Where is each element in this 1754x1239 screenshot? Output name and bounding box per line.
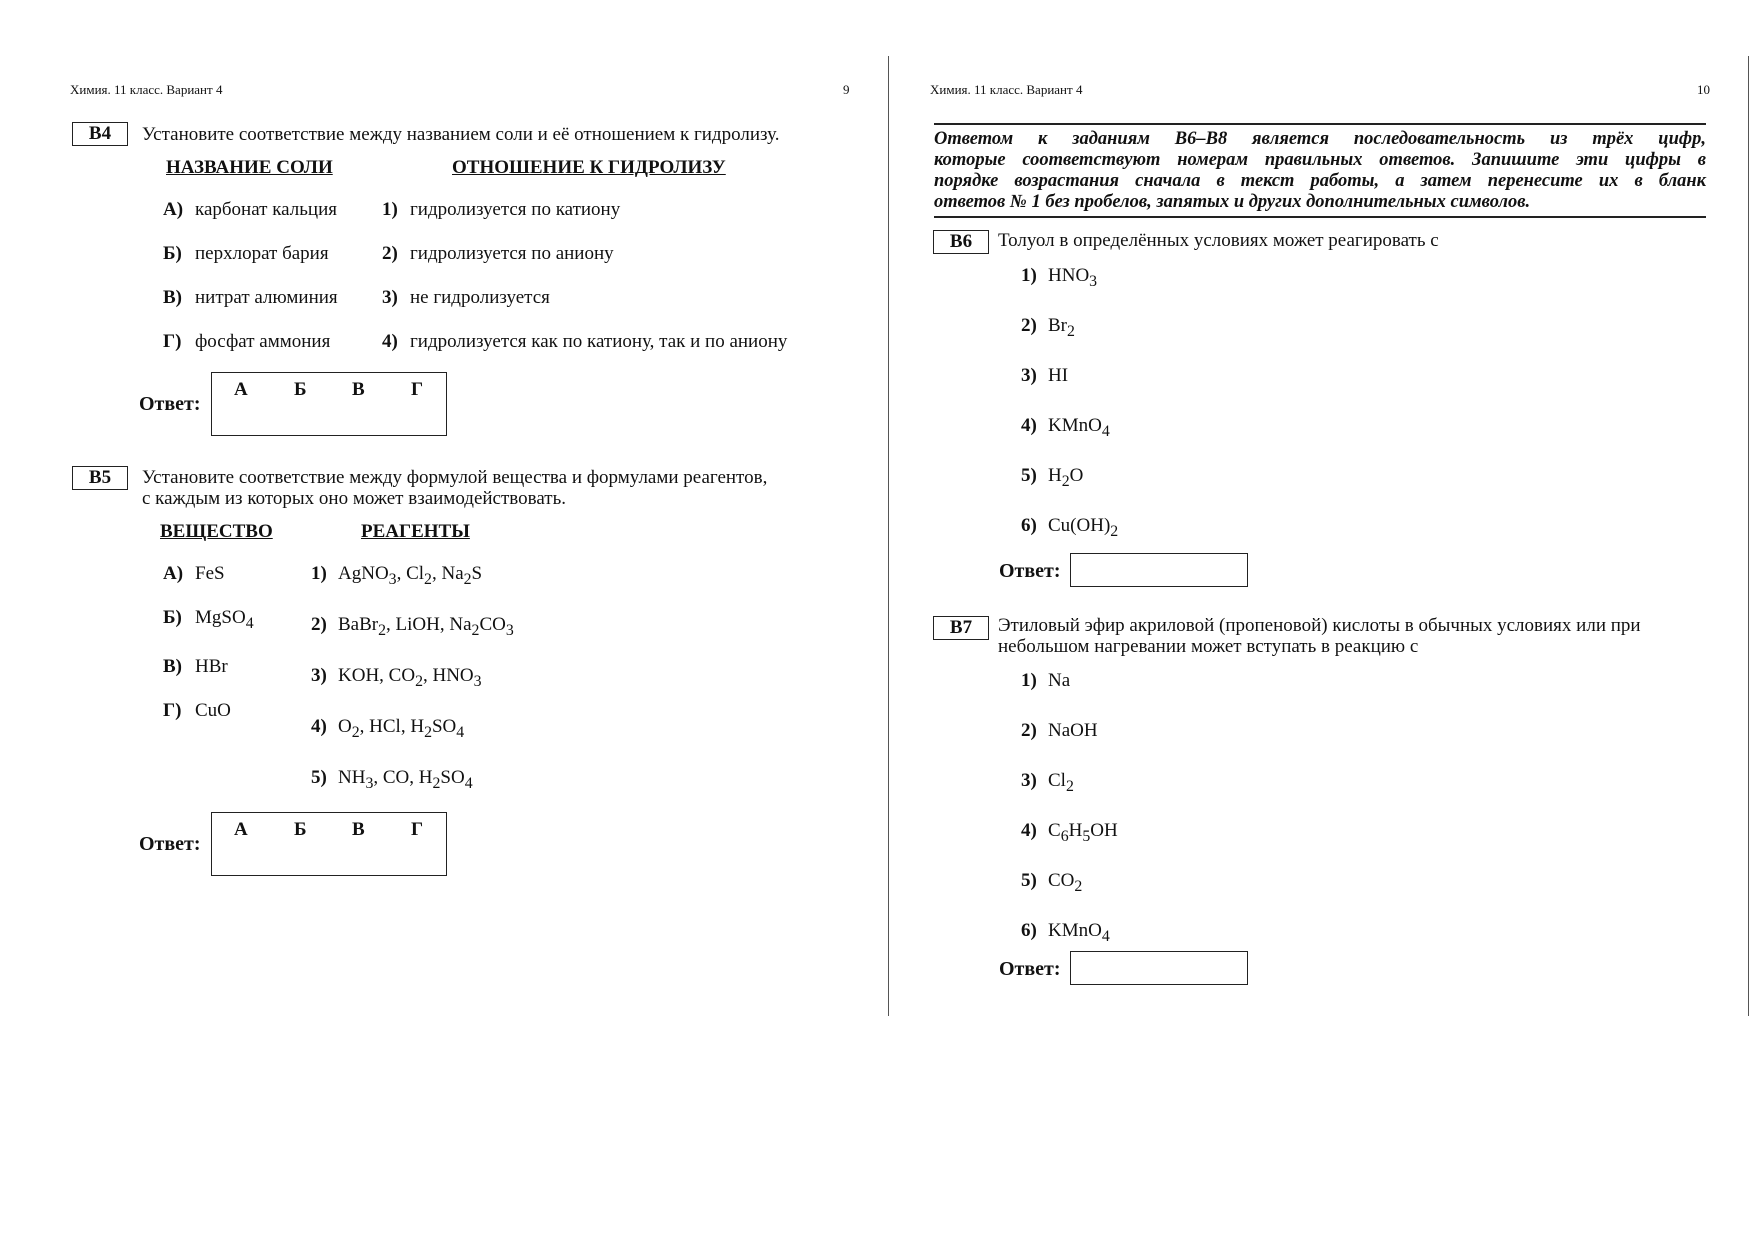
b6-option xyxy=(1021,315,1075,341)
b4-left-item xyxy=(163,243,329,265)
answer-col-v: В xyxy=(352,819,365,840)
subscript: 2 xyxy=(1110,522,1119,540)
option-text: , CO, H xyxy=(373,767,433,788)
answer-col-b: Б xyxy=(294,819,307,840)
answer-col-g: Г xyxy=(411,379,424,400)
b4-right-item xyxy=(382,287,550,309)
b5-answer-label: Ответ: xyxy=(139,833,201,855)
b5-question-line2: с каждым из которых оно может взаимодействовать. xyxy=(142,488,567,509)
b7-option xyxy=(1021,920,1110,946)
option-text: NH xyxy=(338,767,366,788)
subscript: 2 xyxy=(1065,777,1074,795)
option-marker: 4) xyxy=(1021,415,1037,436)
b7-answer-input[interactable] xyxy=(1070,951,1248,985)
option-marker: В) xyxy=(163,656,182,677)
subscript: 3 xyxy=(505,621,514,639)
option-text: Cl xyxy=(1048,770,1066,791)
option-text: S xyxy=(471,563,483,584)
b7-question-line2: небольшом нагревании может вступать в реакцию с xyxy=(998,636,1419,657)
option-marker: Г) xyxy=(163,700,182,721)
subscript: 2 xyxy=(424,570,432,588)
option-text: фосфат аммония xyxy=(195,331,331,352)
subscript: 4 xyxy=(1101,422,1110,440)
b7-question-line1: Этиловый эфир акриловой (пропеновой) кислоты в обычных условиях или при xyxy=(998,615,1641,636)
answer-col-a: А xyxy=(234,819,248,840)
option-text: , Cl xyxy=(396,563,425,584)
subscript: 2 xyxy=(351,723,360,741)
b4-right-item xyxy=(382,243,614,265)
subscript: 2 xyxy=(424,723,432,741)
option-marker: 1) xyxy=(1021,265,1037,286)
b6-answer-input[interactable] xyxy=(1070,553,1248,587)
b7-option xyxy=(1021,720,1098,742)
subscript: 6 xyxy=(1060,827,1069,845)
option-text: Na xyxy=(1048,670,1071,691)
b5-question-line1: Установите соответствие между формулой вещества и формулами реагентов, xyxy=(142,467,768,488)
option-marker: А) xyxy=(163,199,184,220)
subscript: 2 xyxy=(378,621,387,639)
option-text: Cu(OH) xyxy=(1048,515,1111,536)
b6-option xyxy=(1021,265,1097,291)
task-label-b7: B7 xyxy=(933,616,989,640)
option-marker: 5) xyxy=(1021,870,1037,891)
option-text: Br xyxy=(1048,315,1067,336)
page-divider xyxy=(888,56,889,1016)
option-text: , HNO xyxy=(422,665,474,686)
subscript: 4 xyxy=(456,723,465,741)
b5-answer-grid[interactable] xyxy=(211,812,447,876)
page-header: Химия. 11 класс. Вариант 4 xyxy=(930,82,1083,97)
option-text: HNO xyxy=(1048,265,1090,286)
option-text: AgNO xyxy=(338,563,389,584)
right-page xyxy=(890,0,1754,1239)
option-marker: 1) xyxy=(382,199,398,220)
option-marker: 1) xyxy=(1021,670,1037,691)
option-text: O xyxy=(338,716,352,737)
option-text: гидролизуется по катиону xyxy=(410,199,621,220)
b5-left-item xyxy=(163,607,254,633)
subscript: 2 xyxy=(1074,877,1083,895)
option-marker: Б) xyxy=(163,243,182,264)
option-marker: 5) xyxy=(311,767,327,788)
option-marker: 2) xyxy=(1021,720,1037,741)
subscript: 2 xyxy=(415,672,423,690)
option-text: карбонат кальция xyxy=(195,199,337,220)
option-text: MgSO xyxy=(195,607,246,628)
option-text: CO xyxy=(1048,870,1075,891)
answer-col-g: Г xyxy=(411,819,424,840)
option-text: BaBr xyxy=(338,614,379,635)
option-marker: 3) xyxy=(311,665,327,686)
subscript: 2 xyxy=(1067,322,1075,340)
option-text: NaOH xyxy=(1048,720,1098,741)
instruction-line-1: Ответом к заданиям В6–В8 является последовательность из трёх цифр, xyxy=(934,129,1706,149)
option-text: гидролизуется по аниону xyxy=(410,243,614,264)
task-label-b4: B4 xyxy=(72,122,128,146)
answer-col-b: Б xyxy=(294,379,307,400)
page-number: 10 xyxy=(1697,82,1710,97)
option-text: OH xyxy=(1090,820,1118,841)
b4-left-item xyxy=(163,287,338,309)
subscript: 3 xyxy=(388,570,397,588)
subscript: 2 xyxy=(432,774,441,792)
instruction-top-rule xyxy=(934,123,1706,125)
option-text: H xyxy=(1048,465,1062,486)
b6-question: Толуол в определённых условиях может реагировать с xyxy=(998,230,1439,251)
task-label-b6: B6 xyxy=(933,230,989,254)
instruction-line-3: порядке возрастания сначала в текст работы, а затем перенесите их в бланк xyxy=(934,171,1706,191)
b4-left-item xyxy=(163,331,330,353)
subscript: 5 xyxy=(1082,827,1091,845)
option-text: KMnO xyxy=(1048,920,1102,941)
b5-left-item xyxy=(163,563,225,585)
answer-col-a: А xyxy=(234,379,248,400)
instruction-line-4: ответов № 1 без пробелов, запятых и других дополнительных символов. xyxy=(934,192,1531,212)
option-text: SO xyxy=(431,716,457,737)
b5-reagent-option xyxy=(311,665,482,691)
option-text: KMnO xyxy=(1048,415,1102,436)
instruction-block xyxy=(934,129,1706,213)
option-marker: 3) xyxy=(1021,365,1037,386)
instruction-line-2: которые соответствуют номерам правильных ответов. Запишите эти цифры в xyxy=(934,150,1706,170)
instruction-bottom-rule xyxy=(934,216,1706,218)
subscript: 2 xyxy=(463,570,472,588)
b6-option xyxy=(1021,365,1068,387)
b5-left-item xyxy=(163,700,231,722)
option-text: SO xyxy=(440,767,465,788)
option-marker: А) xyxy=(163,563,184,584)
b7-option xyxy=(1021,820,1118,846)
option-text: CO xyxy=(479,614,506,635)
option-text: CuO xyxy=(195,700,231,721)
option-marker: 6) xyxy=(1021,515,1037,536)
b5-col2-header: РЕАГЕНТЫ xyxy=(361,521,470,542)
option-text: C xyxy=(1048,820,1061,841)
b4-answer-grid[interactable] xyxy=(211,372,447,436)
b5-left-item xyxy=(163,656,228,678)
b4-col1-header: НАЗВАНИЕ СОЛИ xyxy=(166,157,333,178)
subscript: 4 xyxy=(245,614,254,632)
b7-option xyxy=(1021,670,1070,692)
b7-option xyxy=(1021,770,1074,796)
option-marker: 4) xyxy=(311,716,327,737)
b5-reagent-option xyxy=(311,563,482,589)
answer-col-v: В xyxy=(352,379,365,400)
option-text: FeS xyxy=(195,563,225,584)
b4-right-item xyxy=(382,331,787,353)
option-marker: 2) xyxy=(1021,315,1037,336)
b7-answer-label: Ответ: xyxy=(999,958,1061,980)
option-marker: 2) xyxy=(311,614,327,635)
option-text: , Na xyxy=(431,563,464,584)
option-marker: 5) xyxy=(1021,465,1037,486)
b4-answer-label: Ответ: xyxy=(139,393,201,415)
b5-reagent-option xyxy=(311,767,473,793)
option-text: HBr xyxy=(195,656,228,677)
option-text: O xyxy=(1069,465,1084,486)
option-text: , LiOH, Na xyxy=(386,614,472,635)
option-marker: Б) xyxy=(163,607,182,628)
page-header: Химия. 11 класс. Вариант 4 xyxy=(70,82,223,97)
b5-reagent-option xyxy=(311,614,514,640)
option-text: нитрат алюминия xyxy=(195,287,338,308)
subscript: 4 xyxy=(464,774,473,792)
subscript: 2 xyxy=(1061,472,1070,490)
subscript: 3 xyxy=(365,774,374,792)
b4-right-item xyxy=(382,199,620,221)
b6-option xyxy=(1021,515,1118,541)
option-marker: 4) xyxy=(1021,820,1037,841)
b5-col1-header: ВЕЩЕСТВО xyxy=(160,521,273,542)
b6-option xyxy=(1021,415,1110,441)
option-text: H xyxy=(1068,820,1083,841)
page-number: 9 xyxy=(843,82,850,97)
option-marker: 1) xyxy=(311,563,327,584)
b4-left-item xyxy=(163,199,337,221)
option-text: перхлорат бария xyxy=(195,243,329,264)
b6-option xyxy=(1021,465,1083,491)
task-label-b5: B5 xyxy=(72,466,128,490)
b6-answer-label: Ответ: xyxy=(999,560,1061,582)
b4-col2-header: ОТНОШЕНИЕ К ГИДРОЛИЗУ xyxy=(452,157,726,178)
b5-reagent-option xyxy=(311,716,464,742)
option-text: не гидролизуется xyxy=(410,287,550,308)
b4-question: Установите соответствие между названием соли и её отношением к гидролизу. xyxy=(142,124,780,145)
option-text: KOH, CO xyxy=(338,665,416,686)
subscript: 3 xyxy=(1089,272,1098,290)
option-marker: 2) xyxy=(382,243,398,264)
subscript: 4 xyxy=(1101,927,1110,945)
option-marker: Г) xyxy=(163,331,182,352)
subscript: 3 xyxy=(473,672,482,690)
option-text: гидролизуется как по катиону, так и по аниону xyxy=(410,331,788,352)
subscript: 2 xyxy=(471,621,480,639)
option-marker: 3) xyxy=(382,287,398,308)
b7-option xyxy=(1021,870,1082,896)
option-marker: 4) xyxy=(382,331,398,352)
option-marker: В) xyxy=(163,287,182,308)
option-text: , HCl, H xyxy=(359,716,425,737)
option-text: HI xyxy=(1048,365,1069,386)
option-marker: 6) xyxy=(1021,920,1037,941)
option-marker: 3) xyxy=(1021,770,1037,791)
